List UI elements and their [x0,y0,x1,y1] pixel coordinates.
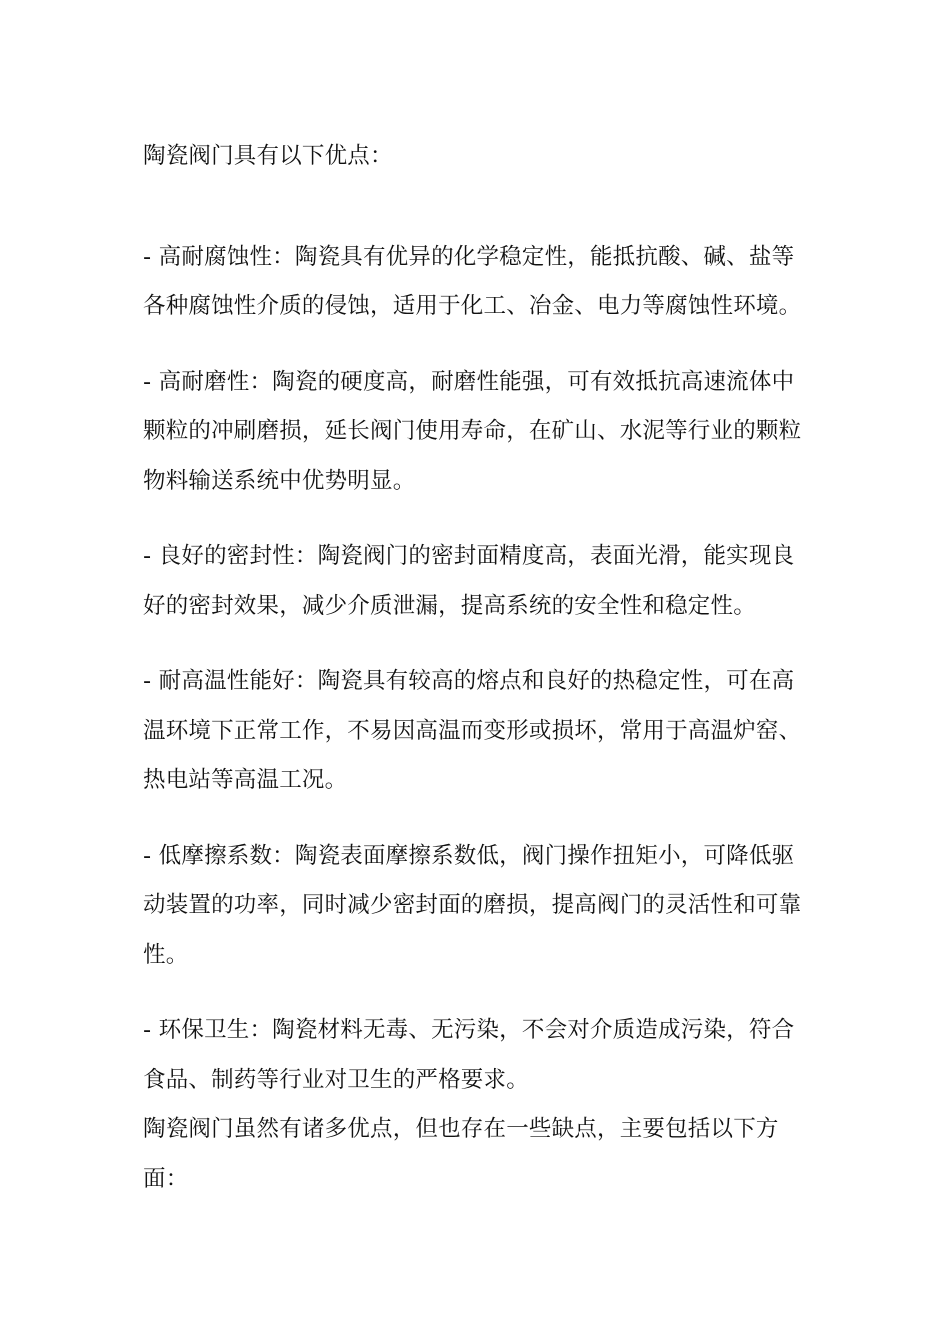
intro-paragraph: 陶瓷阀门具有以下优点： [143,143,393,169]
document-body [143,132,815,1204]
outro-paragraph: 陶瓷阀门虽然有诸多优点，但也存在一些缺点，主要包括以下方面： [143,1116,779,1192]
advantage-item-hygiene: - 环保卫生：陶瓷材料无毒、无污染，不会对介质造成污染，符合食品、制药等行业对卫生的严格要求。 [143,1017,795,1093]
advantage-item-sealing: - 良好的密封性：陶瓷阀门的密封面精度高，表面光滑，能实现良好的密封效果，减少介质泄漏，提高系统的安全性和稳定性。 [143,543,795,619]
advantage-item-wear-resistance: - 高耐磨性：陶瓷的硬度高，耐磨性能强，可有效抵抗高速流体中颗粒的冲刷磨损，延长阀门使用寿命，在矿山、水泥等行业的颗粒物料输送系统中优势明显。 [143,368,802,494]
advantage-item-corrosion-resistance: - 高耐腐蚀性：陶瓷具有优异的化学稳定性，能抵抗酸、碱、盐等各种腐蚀性介质的侵蚀，适用于化工、冶金、电力等腐蚀性环境。 [143,243,802,319]
advantage-item-low-friction: - 低摩擦系数：陶瓷表面摩擦系数低，阀门操作扭矩小，可降低驱动装置的功率，同时减少密封面的磨损，提高阀门的灵活性和可靠性。 [143,842,802,968]
advantage-item-high-temperature: - 耐高温性能好：陶瓷具有较高的熔点和良好的热稳定性，可在高温环境下正常工作，不易因高温而变形或损坏，常用于高温炉窑、热电站等高温工况。 [143,668,802,793]
